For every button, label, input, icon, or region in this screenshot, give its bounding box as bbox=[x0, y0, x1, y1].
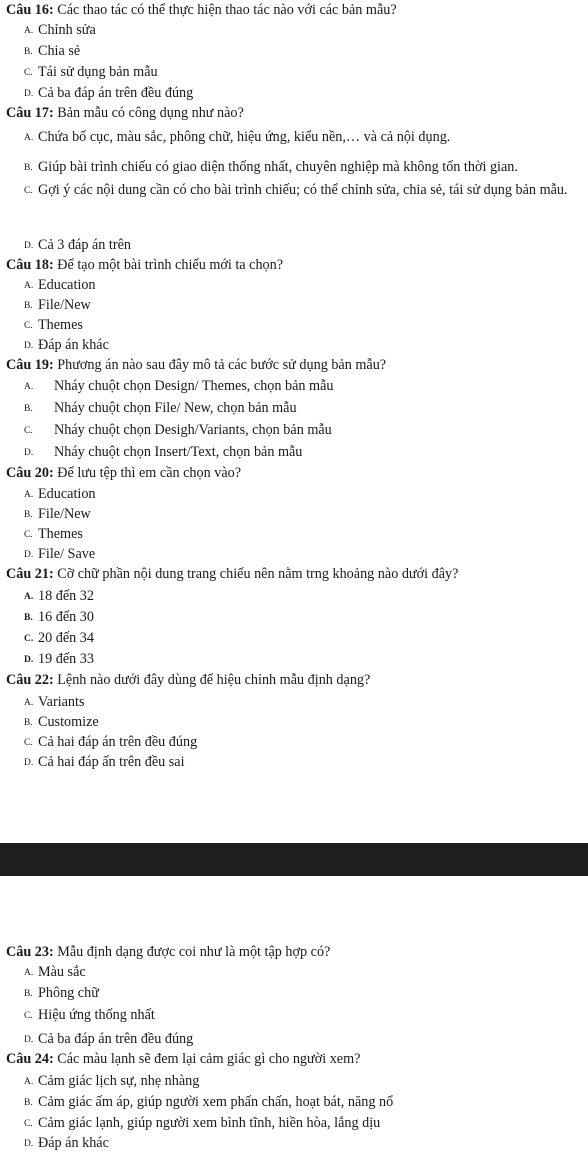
option-text: Nháy chuột chọn Design/ Themes, chọn bản mẫu bbox=[54, 378, 334, 394]
option-a bbox=[24, 485, 96, 505]
option-c bbox=[24, 629, 94, 649]
option-a bbox=[24, 587, 94, 607]
question-label: Câu 23: bbox=[6, 944, 54, 960]
option-d bbox=[24, 443, 302, 463]
question-label: Câu 19: bbox=[6, 357, 54, 373]
question-text: Bản mẫu có công dụng như nào? bbox=[57, 105, 244, 121]
option-text: Cả hai đáp ấn trên đều sai bbox=[38, 754, 185, 770]
option-letter: A. bbox=[24, 698, 34, 708]
option-text: 19 đến 33 bbox=[38, 651, 94, 667]
option-letter: A. bbox=[24, 382, 34, 392]
option-letter: A. bbox=[24, 968, 34, 978]
option-text: Nháy chuột chọn Insert/Text, chọn bản mẫu bbox=[54, 444, 303, 460]
question-text: Lệnh nào dưới đây dùng để hiệu chỉnh mẫu định dạng? bbox=[57, 672, 371, 688]
question-label: Câu 16: bbox=[6, 2, 54, 18]
option-c bbox=[24, 1006, 155, 1026]
question-text: Các màu lạnh sẽ đem lại cảm giác gì cho người xem? bbox=[57, 1051, 361, 1067]
option-text: Education bbox=[38, 486, 96, 502]
option-b bbox=[24, 42, 80, 62]
option-c bbox=[24, 63, 158, 83]
question-label: Câu 21: bbox=[6, 566, 54, 582]
option-letter: D. bbox=[24, 89, 34, 99]
option-text: Cảm giác lịch sự, nhẹ nhàng bbox=[38, 1073, 200, 1089]
question-23 bbox=[6, 943, 330, 962]
question-label: Câu 20: bbox=[6, 465, 54, 481]
option-letter: B. bbox=[24, 718, 33, 728]
option-letter: C. bbox=[24, 1119, 33, 1129]
option-text: Phông chữ bbox=[38, 985, 99, 1001]
option-d bbox=[24, 336, 109, 356]
option-text: Variants bbox=[38, 694, 85, 710]
option-c bbox=[24, 316, 83, 336]
option-a bbox=[24, 963, 86, 983]
option-letter: B. bbox=[24, 613, 33, 623]
option-text: Hiệu ứng thống nhất bbox=[38, 1007, 155, 1023]
option-letter: B. bbox=[24, 510, 33, 520]
option-a bbox=[24, 377, 333, 397]
option-a bbox=[24, 1072, 199, 1092]
question-label: Câu 18: bbox=[6, 257, 54, 273]
option-text: Cả ba đáp án trên đều đúng bbox=[38, 1031, 194, 1047]
option-text: Nháy chuột chọn File/ New, chọn bản mẫu bbox=[54, 400, 297, 416]
option-letter: D. bbox=[24, 550, 34, 560]
option-letter: D. bbox=[24, 1035, 34, 1045]
option-letter: C. bbox=[24, 634, 34, 644]
option-a bbox=[24, 21, 96, 41]
option-letter: B. bbox=[24, 301, 33, 311]
question-text: Các thao tác có thể thực hiện thao tác nào với các bản mẫu? bbox=[57, 2, 397, 18]
option-d bbox=[24, 84, 193, 104]
option-d bbox=[24, 1030, 193, 1050]
option-letter: C. bbox=[24, 530, 33, 540]
option-letter: C. bbox=[24, 321, 33, 331]
option-letter: D. bbox=[24, 241, 34, 251]
option-letter: D. bbox=[24, 448, 34, 458]
question-21 bbox=[6, 565, 458, 584]
option-b bbox=[24, 1093, 393, 1113]
option-letter: C. bbox=[24, 738, 33, 748]
option-c bbox=[24, 1114, 380, 1134]
option-letter: B. bbox=[24, 47, 33, 57]
option-text: File/New bbox=[38, 506, 91, 522]
option-text: Màu sắc bbox=[38, 964, 86, 980]
option-a bbox=[24, 128, 450, 148]
option-text: File/New bbox=[38, 297, 91, 313]
question-label: Câu 22: bbox=[6, 672, 54, 688]
option-d bbox=[24, 1134, 109, 1154]
option-text: Gợi ý các nội dung cần có cho bài trình chiếu; có thể chỉnh sửa, chia sẻ, tái sử dụng bản mẫu. bbox=[38, 182, 568, 198]
option-b bbox=[24, 505, 91, 525]
option-text: Nháy chuột chọn Desigh/Variants, chọn bản mẫu bbox=[54, 422, 332, 438]
option-letter: B. bbox=[24, 989, 33, 999]
question-22 bbox=[6, 671, 370, 690]
question-label: Câu 17: bbox=[6, 105, 54, 121]
option-text: Chia sẻ bbox=[38, 43, 81, 59]
option-text: Themes bbox=[38, 317, 83, 333]
option-text: Giúp bài trình chiếu có giao diện thống nhất, chuyên nghiệp mà không tốn thời gian. bbox=[38, 159, 518, 175]
option-letter: C. bbox=[24, 426, 33, 436]
option-a bbox=[24, 693, 85, 713]
question-text: Để lưu tệp thì em cần chọn vào? bbox=[57, 465, 242, 481]
option-c bbox=[24, 421, 332, 441]
option-letter: B. bbox=[24, 404, 33, 414]
question-text: Mẫu định dạng được coi như là một tập hợp có? bbox=[57, 944, 331, 960]
option-c bbox=[24, 733, 197, 753]
question-text: Để tạo một bài trình chiếu mới ta chọn? bbox=[57, 257, 284, 273]
question-16 bbox=[6, 1, 397, 20]
option-text: Cả ba đáp án trên đều đúng bbox=[38, 85, 194, 101]
option-letter: B. bbox=[24, 163, 33, 173]
option-letter: A. bbox=[24, 133, 34, 143]
option-text: 18 đến 32 bbox=[38, 588, 94, 604]
option-text: 20 đến 34 bbox=[38, 630, 94, 646]
option-letter: D. bbox=[24, 758, 34, 768]
option-d bbox=[24, 753, 185, 773]
option-d bbox=[24, 545, 95, 565]
option-letter: A. bbox=[24, 281, 34, 291]
option-letter: C. bbox=[24, 1011, 33, 1021]
option-text: 16 đến 30 bbox=[38, 609, 94, 625]
option-b bbox=[24, 984, 99, 1004]
option-letter: A. bbox=[24, 490, 34, 500]
option-d bbox=[24, 650, 94, 670]
option-text: Cả hai đáp án trên đều đúng bbox=[38, 734, 198, 750]
option-b bbox=[24, 296, 91, 316]
option-text: Cảm giác ấm áp, giúp người xem phấn chấn, hoạt bát, năng nổ bbox=[38, 1094, 394, 1110]
option-d bbox=[24, 236, 131, 256]
option-letter: D. bbox=[24, 1139, 34, 1149]
option-text: Chỉnh sửa bbox=[38, 22, 96, 38]
question-24 bbox=[6, 1050, 360, 1069]
question-text: Phương án nào sau đây mô tả các bước sử dụng bản mẫu? bbox=[57, 357, 387, 373]
question-20 bbox=[6, 464, 241, 483]
option-c bbox=[24, 525, 83, 545]
question-label: Câu 24: bbox=[6, 1051, 54, 1067]
option-text: Education bbox=[38, 277, 96, 293]
option-letter: A. bbox=[24, 592, 34, 602]
option-letter: B. bbox=[24, 1098, 33, 1108]
option-letter: D. bbox=[24, 341, 34, 351]
option-c bbox=[24, 174, 576, 208]
option-text: File/ Save bbox=[38, 546, 96, 562]
question-19 bbox=[6, 356, 386, 375]
option-letter: A. bbox=[24, 1077, 34, 1087]
option-letter: C. bbox=[24, 68, 33, 78]
question-17 bbox=[6, 104, 244, 123]
option-b bbox=[24, 399, 297, 419]
option-text: Đáp án khác bbox=[38, 1135, 109, 1151]
option-letter: C. bbox=[24, 186, 33, 196]
option-letter: A. bbox=[24, 26, 34, 36]
question-text: Cỡ chữ phần nội dung trang chiếu nên nằm trng khoảng nào dưới đây? bbox=[57, 566, 459, 582]
option-text: Tái sử dụng bản mẫu bbox=[38, 64, 158, 80]
option-letter: D. bbox=[24, 655, 34, 665]
page-separator bbox=[0, 843, 588, 876]
option-text: Customize bbox=[38, 714, 99, 730]
option-a bbox=[24, 276, 96, 296]
option-text: Đáp án khác bbox=[38, 337, 109, 353]
option-text: Cảm giác lạnh, giúp người xem bình tĩnh, hiền hòa, lắng dịu bbox=[38, 1115, 381, 1131]
option-b bbox=[24, 713, 99, 733]
option-text: Cả 3 đáp án trên bbox=[38, 237, 131, 253]
option-text: Themes bbox=[38, 526, 83, 542]
option-b bbox=[24, 608, 94, 628]
option-text: Chứa bố cục, màu sắc, phông chữ, hiệu ứng, kiểu nền,… và cả nội dụng. bbox=[38, 129, 451, 145]
question-18 bbox=[6, 256, 283, 275]
